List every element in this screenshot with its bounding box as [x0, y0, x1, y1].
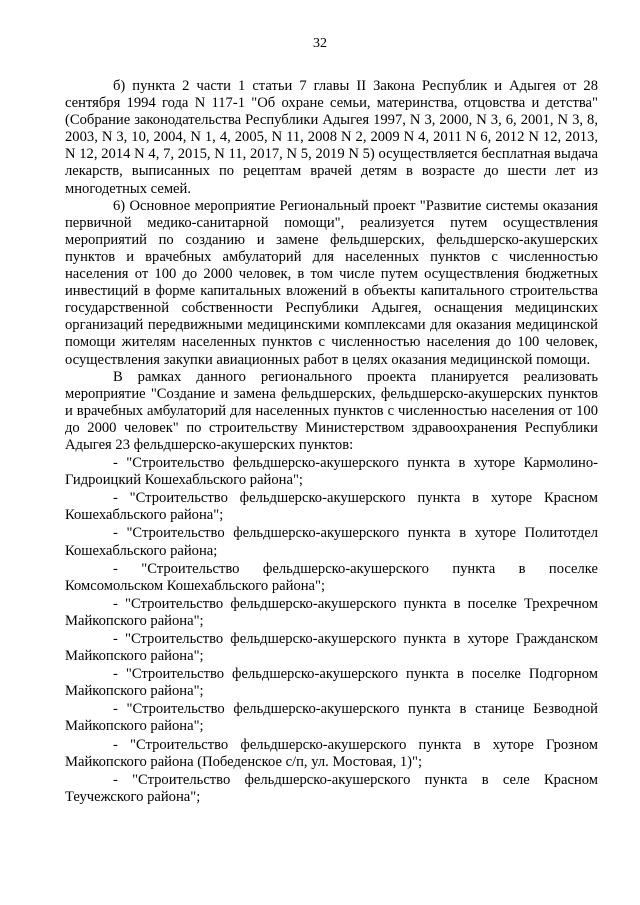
list-item: - "Строительство фельдшерско-акушерского пункта в хуторе Гражданском Майкопского района"; — [65, 631, 598, 665]
list-item: - "Строительство фельдшерско-акушерского пункта в селе Красном Теучежского района"; — [65, 771, 598, 805]
list-item: - "Строительство фельдшерско-акушерского пункта в хуторе Грозном Майкопского района (Победенское с/п, ул. Мостовая, 1)"; — [65, 736, 598, 770]
list-item: - "Строительство фельдшерско-акушерского пункта в поселке Трехречном Майкопского района"; — [65, 595, 598, 629]
paragraph-regional-project: В рамках данного регионального проекта планируется реализовать мероприятие "Создание и замена фельдшерских, фельдшерско-акушерских пунктов и врачебных амбулаторий для населенных пунктов с численностью населения от 100 до 2000 человек" по строительству Министерством здравоохранения Республики Адыгея 23 фельдшерско-акушерских пунктов: — [65, 368, 598, 453]
list-item: - "Строительство фельдшерско-акушерского пункта в хуторе Красном Кошехабльского района"; — [65, 490, 598, 524]
paragraph-law-reference: б) пункта 2 части 1 статьи 7 главы II Закона Республик и Адыгея от 28 сентября 1994 года N 117-1 "Об охране семьи, материнства, отцовства и детства" (Собрание законодательства Республики Адыгея 1997, N 3, 2000, N 3, 6, 2001, N 3, 8, 2003, N 3, 10, 2004, N 1, 4, 2005, N 11, 2008 N 2, 2009 N 4, 2011 N 6, 2012 N 12, 2013, N 12, 2014 N 4, 7, 2015, N 11, 2017, N 5, 2019 N 5) осуществляется бесплатная выдача лекарств, выписанных по рецептам врачей детям в возрасте до шести лет из многодетных семей. — [65, 78, 598, 197]
list-item: - "Строительство фельдшерско-акушерского пункта в хуторе Политотдел Кошехабльского района; — [65, 525, 598, 559]
list-item: - "Строительство фельдшерско-акушерского пункта в поселке Подгорном Майкопского района"; — [65, 666, 598, 700]
page-number: 32 — [313, 36, 327, 51]
list-item: - "Строительство фельдшерско-акушерского пункта в станице Безводной Майкопского района"; — [65, 701, 598, 735]
document-body — [65, 78, 598, 806]
list-item: - "Строительство фельдшерско-акушерского пункта в хуторе Кармолино-Гидроицкий Кошехабльского района"; — [65, 455, 598, 489]
list-item: - "Строительство фельдшерско-акушерского пункта в поселке Комсомольском Кошехабльского района"; — [65, 560, 598, 594]
paragraph-main-activity: 6) Основное мероприятие Региональный проект "Развитие системы оказания первичной медико-санитарной помощи", реализуется путем осуществления мероприятий по созданию и замене фельдшерских, фельдшерско-акушерских пунктов и врачебных амбулаторий для населенных пунктов с численностью населения от 100 до 2000 человек, в том числе путем осуществления бюджетных инвестиций в форме капитальных вложений в объекты капитального строительства государственной собственности Республики Адыгея, оснащения медицинских организаций передвижными медицинскими комплексами для оказания медицинской помощи жителям населенных пунктов с численностью населения до 100 человек, осуществления закупки авиационных работ в целях оказания медицинской помощи. — [65, 197, 598, 368]
